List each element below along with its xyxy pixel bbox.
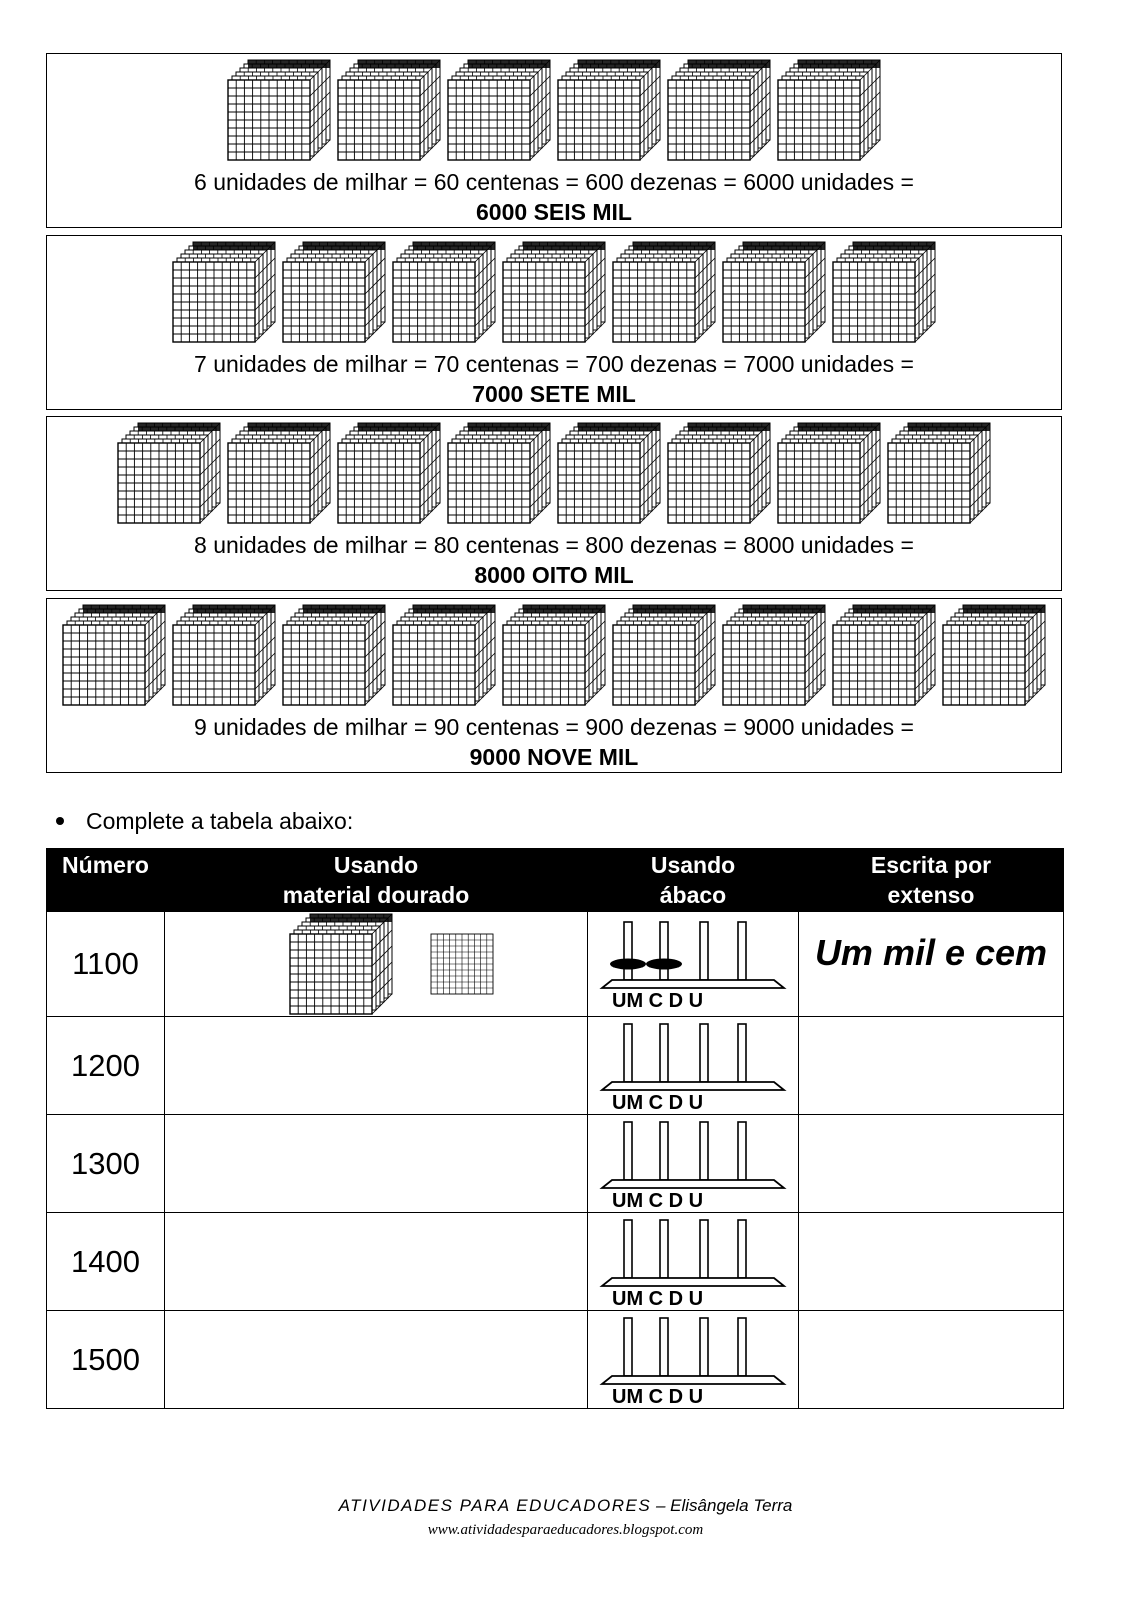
number-cell: 1200 — [47, 1017, 165, 1115]
thousand-cube-icon — [336, 58, 442, 162]
thousand-cube-icon — [831, 603, 937, 707]
footer-brand: ATIVIDADES PARA EDUCADORES — [338, 1496, 652, 1515]
thousand-cube-icon — [226, 58, 332, 162]
material-cell[interactable] — [165, 912, 588, 1017]
number-cell: 1500 — [47, 1311, 165, 1409]
abacus-diagram — [598, 1118, 788, 1210]
block-9000 — [46, 598, 1062, 773]
abacus-labels: UM C D U — [612, 1287, 704, 1308]
table-row — [47, 1115, 1064, 1213]
header-numero-label: Número — [62, 852, 149, 878]
header-abaco-line1: Usando — [650, 852, 736, 878]
header-extenso — [799, 849, 1064, 912]
header-extenso-line2: extenso — [887, 882, 975, 908]
header-material — [165, 849, 588, 912]
hundred-flat-icon — [430, 933, 494, 995]
thousand-cube-icon — [941, 603, 1047, 707]
result-text: 9000 NOVE MIL — [469, 744, 639, 770]
written-cell[interactable] — [799, 1017, 1064, 1115]
thousand-cube-icon — [446, 421, 552, 525]
material-cell[interactable] — [165, 1115, 588, 1213]
thousand-cube-icon — [288, 912, 394, 1016]
material-cell[interactable] — [165, 1213, 588, 1311]
material-cell[interactable] — [165, 1311, 588, 1409]
thousand-cube-icon — [171, 603, 277, 707]
thousand-cube-icon — [501, 603, 607, 707]
instruction-text: Complete a tabela abaixo: — [86, 808, 354, 834]
number-cell: 1400 — [47, 1213, 165, 1311]
abacus-cell[interactable] — [588, 1311, 799, 1409]
block-8000 — [46, 416, 1062, 591]
block-6000 — [46, 53, 1062, 228]
abacus-cell[interactable] — [588, 1115, 799, 1213]
instruction — [56, 806, 353, 836]
table-header-row — [47, 849, 1064, 912]
footer-url: www.atividadesparaeducadores.blogspot.com — [427, 1522, 704, 1538]
thousand-cube-icon — [556, 58, 662, 162]
header-material-line1: Usando — [333, 852, 419, 878]
thousand-cube-icon — [611, 240, 717, 344]
abacus-diagram — [598, 1020, 788, 1112]
material-cell[interactable] — [165, 1017, 588, 1115]
written-text: Um mil e cem — [814, 932, 1048, 973]
thousand-cube-icon — [391, 240, 497, 344]
abacus-labels: UM C D U — [612, 990, 704, 1010]
header-abaco — [588, 849, 799, 912]
thousand-cube-icon — [556, 421, 662, 525]
thousand-cube-icon — [281, 603, 387, 707]
abacus-cell[interactable] — [588, 1213, 799, 1311]
result-text: 7000 SETE MIL — [472, 381, 636, 407]
header-extenso-line1: Escrita por — [870, 852, 992, 878]
number-cell: 1300 — [47, 1115, 165, 1213]
abacus-bead — [646, 959, 682, 970]
abacus-cell[interactable] — [588, 1017, 799, 1115]
table-row — [47, 1311, 1064, 1409]
cube-row — [47, 421, 1061, 525]
equation-text: 6 unidades de milhar = 60 centenas = 600 dezenas = 6000 unidades = — [194, 169, 914, 195]
thousand-cube-icon — [61, 603, 167, 707]
abacus-cell[interactable] — [588, 912, 799, 1017]
thousand-cube-icon — [886, 421, 992, 525]
block-7000 — [46, 235, 1062, 410]
cube-row — [47, 603, 1061, 707]
abacus-diagram — [598, 1314, 788, 1406]
cube-row — [47, 240, 1061, 344]
thousand-cube-icon — [446, 58, 552, 162]
table-row — [47, 1213, 1064, 1311]
thousand-cube-icon — [501, 240, 607, 344]
abacus-labels: UM C D U — [612, 1189, 704, 1210]
result-text: 6000 SEIS MIL — [476, 199, 632, 225]
abacus-labels: UM C D U — [612, 1091, 704, 1112]
equation-text: 9 unidades de milhar = 90 centenas = 900 dezenas = 9000 unidades = — [194, 714, 914, 740]
table-row — [47, 912, 1064, 1017]
footer-author: – Elisângela Terra — [651, 1496, 793, 1515]
thousand-cube-icon — [831, 240, 937, 344]
result-text: 8000 OITO MIL — [474, 562, 634, 588]
abacus-labels: UM C D U — [612, 1385, 704, 1406]
thousand-cube-icon — [611, 603, 717, 707]
thousand-cube-icon — [116, 421, 222, 525]
written-cell[interactable] — [799, 912, 1064, 1017]
thousand-cube-icon — [281, 240, 387, 344]
written-cell[interactable] — [799, 1115, 1064, 1213]
exercise-table — [46, 848, 1064, 1409]
thousand-cube-icon — [226, 421, 332, 525]
thousand-cube-icon — [666, 421, 772, 525]
written-cell[interactable] — [799, 1213, 1064, 1311]
header-material-line2: material dourado — [282, 882, 470, 908]
thousand-cube-icon — [171, 240, 277, 344]
abacus-bead — [610, 959, 646, 970]
cube-row — [47, 58, 1061, 162]
footer-title — [0, 1496, 1131, 1516]
thousand-cube-icon — [336, 421, 442, 525]
thousand-cube-icon — [776, 421, 882, 525]
number-cell: 1100 — [47, 912, 165, 1017]
thousand-cube-icon — [391, 603, 497, 707]
table-row — [47, 1017, 1064, 1115]
header-numero — [47, 849, 165, 912]
thousand-cube-icon — [721, 603, 827, 707]
thousand-cube-icon — [721, 240, 827, 344]
abacus-diagram — [598, 1216, 788, 1308]
header-abaco-line2: ábaco — [659, 882, 727, 908]
written-cell[interactable] — [799, 1311, 1064, 1409]
thousand-cube-icon — [776, 58, 882, 162]
equation-text: 8 unidades de milhar = 80 centenas = 800 dezenas = 8000 unidades = — [194, 532, 914, 558]
abacus-diagram — [598, 918, 788, 1010]
thousand-cube-icon — [666, 58, 772, 162]
bullet-icon — [56, 817, 64, 825]
equation-text: 7 unidades de milhar = 70 centenas = 700 dezenas = 7000 unidades = — [194, 351, 914, 377]
